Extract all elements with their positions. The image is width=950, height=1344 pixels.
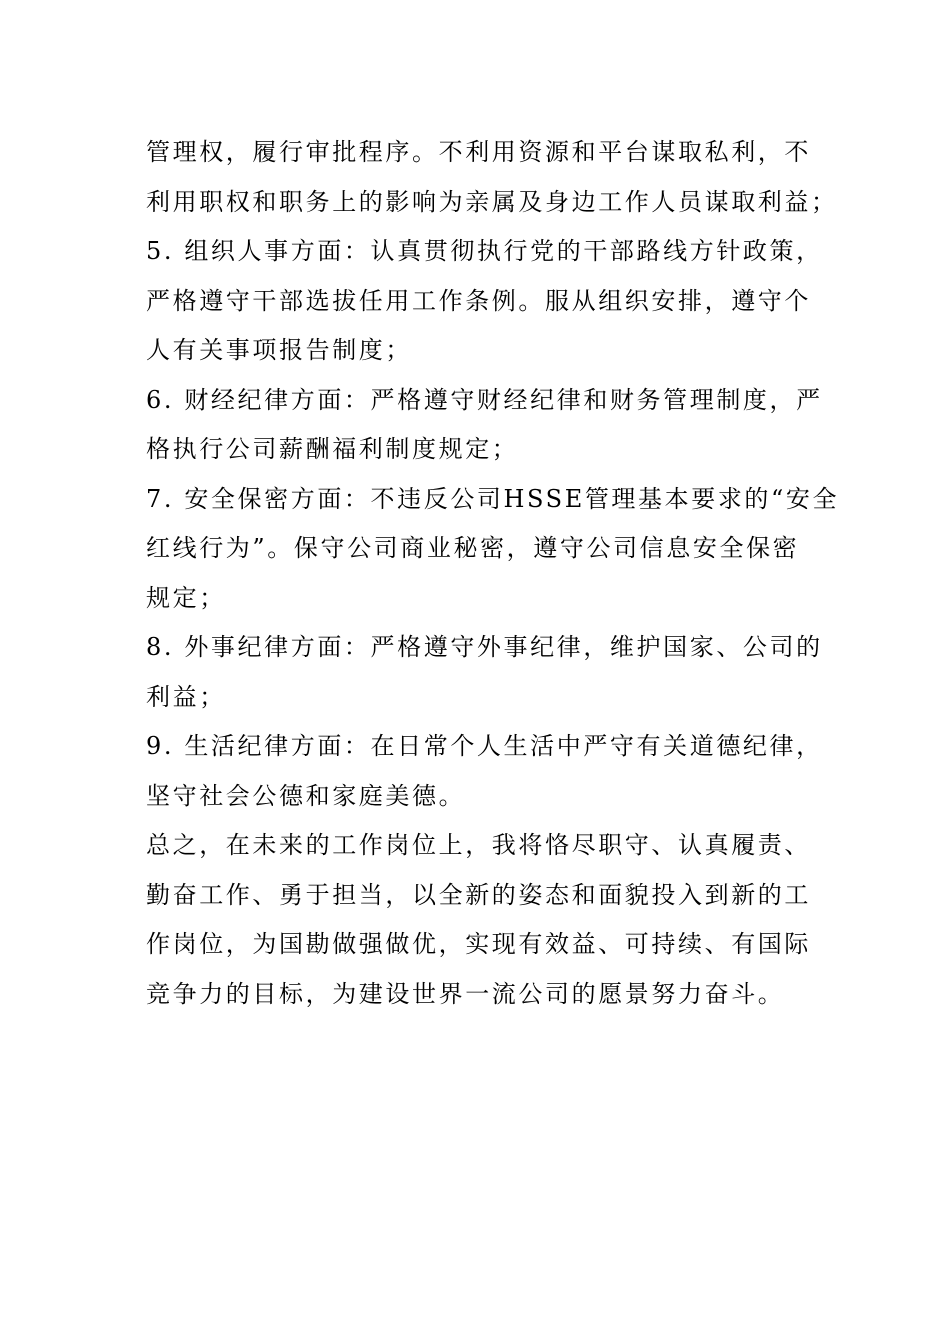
text-line: 格执行公司薪酬福利制度规定； xyxy=(146,435,519,463)
text-line: 7. 安全保密方面：不违反公司HSSE管理基本要求的“安全 xyxy=(146,484,840,513)
text-line: 总之，在未来的工作岗位上，我将恪尽职守、认真履责、 xyxy=(146,831,811,859)
text-line: 利益； xyxy=(146,682,226,711)
text-line: 规定； xyxy=(146,583,226,612)
text-line: 竞争力的目标，为建设世界一流公司的愿景努力奋斗。 xyxy=(146,979,785,1008)
text-line: 8. 外事纪律方面：严格遵守外事纪律，维护国家、公司的 xyxy=(146,633,823,661)
text-line: 5. 组织人事方面：认真贯彻执行党的干部路线方针政策， xyxy=(146,237,823,265)
text-line: 勤奋工作、勇于担当，以全新的姿态和面貌投入到新的工 xyxy=(146,880,811,909)
text-line: 6. 财经纪律方面：严格遵守财经纪律和财务管理制度，严 xyxy=(146,385,823,414)
text-line: 红线行为”。保守公司商业秘密，遵守公司信息安全保密 xyxy=(146,534,800,562)
text-line: 人有关事项报告制度； xyxy=(146,336,412,364)
text-line: 坚守社会公德和家庭美德。 xyxy=(146,781,466,810)
text-line: 管理权，履行审批程序。不利用资源和平台谋取私利，不 xyxy=(146,138,811,166)
text-line: 作岗位，为国勘做强做优，实现有效益、可持续、有国际 xyxy=(146,930,811,958)
text-line: 9. 生活纪律方面：在日常个人生活中严守有关道德纪律， xyxy=(146,732,823,760)
document-body xyxy=(146,128,840,1019)
text-line: 严格遵守干部选拔任用工作条例。服从组织安排，遵守个 xyxy=(146,286,811,315)
text-line: 利用职权和职务上的影响为亲属及身边工作人员谋取利益； xyxy=(146,187,838,216)
